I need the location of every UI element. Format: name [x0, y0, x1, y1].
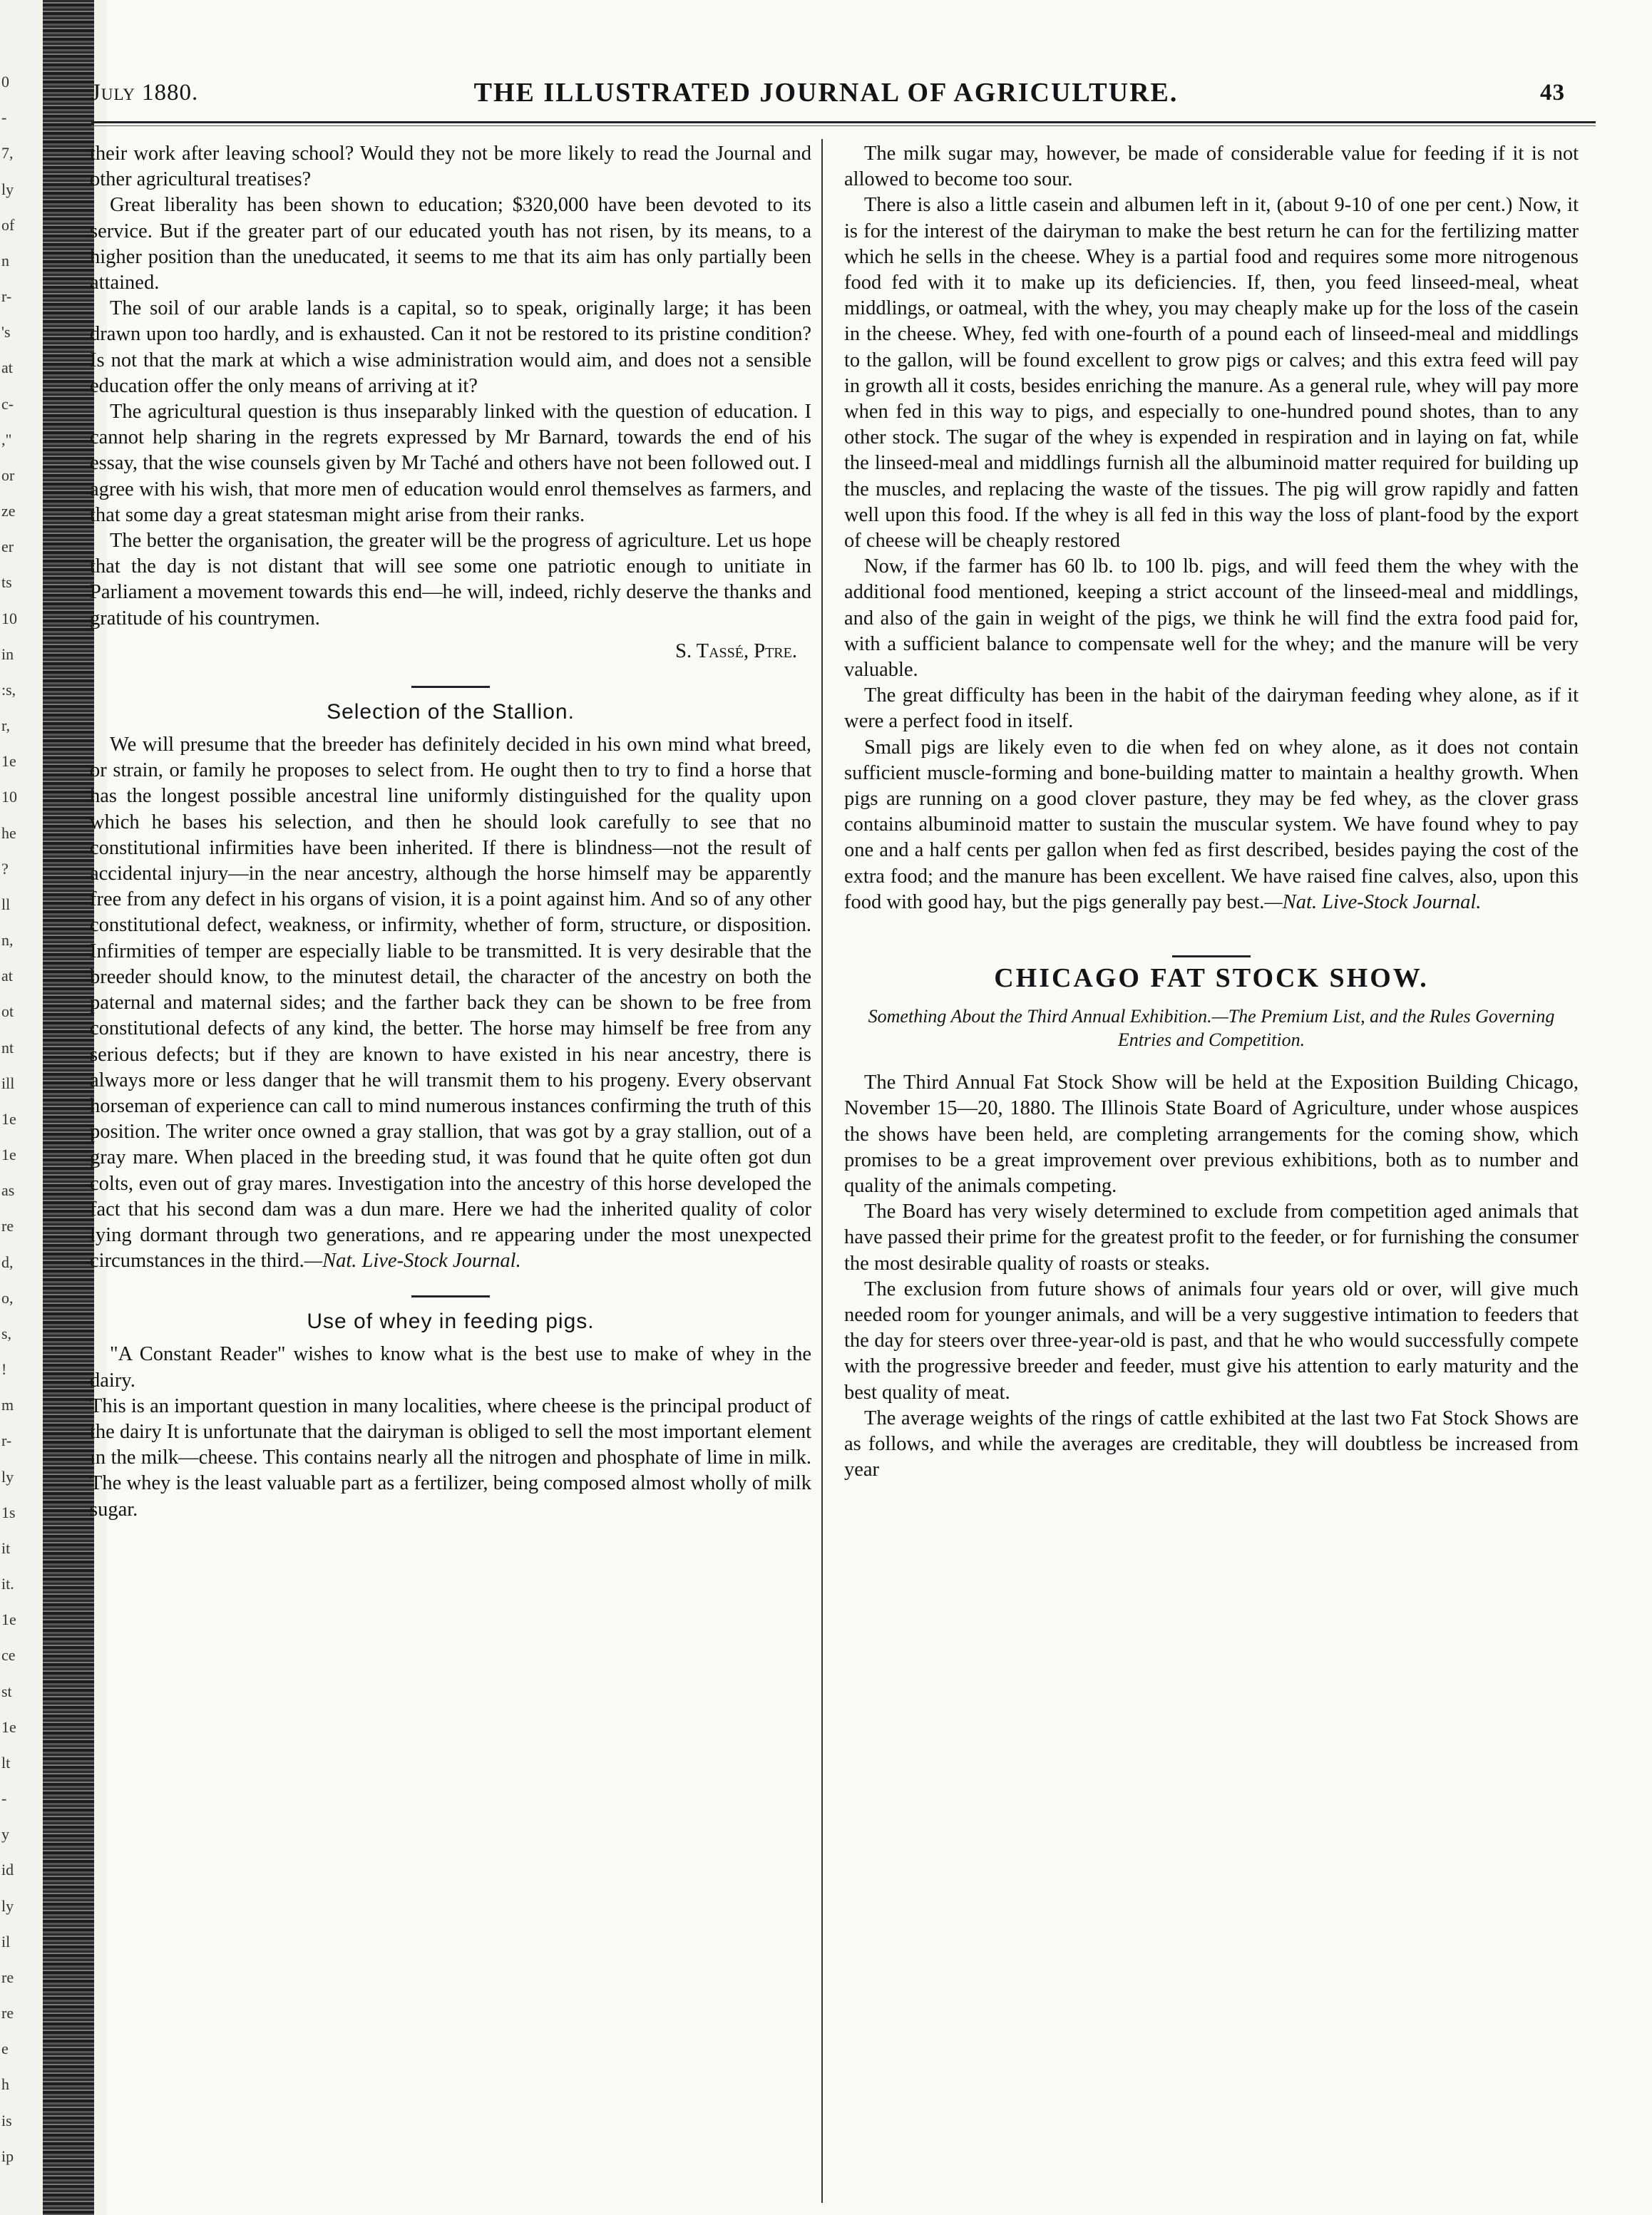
paragraph: their work after leaving school? Would they not be more likely to read the Journal and other agricultural treatises? [90, 143, 811, 191]
paragraph: The great difficulty has been in the habit of the dairyman feeding whey alone, as if it were a perfect food in itself. [844, 684, 1579, 733]
page-number: 43 [1540, 80, 1565, 106]
paragraph: The soil of our arable lands is a capital, so to speak, originally large; it has been drawn upon too hardly, and is exhausted. Can it not be restored to its pristine condition? Is not that the mark at which a wise administration would aim, and does not a sensible education offer the only means of arriving at it? [90, 297, 811, 397]
binding-fragment: d, [1, 1253, 14, 1271]
binding-fragment: h [1, 2075, 9, 2094]
binding-fragment: at [1, 967, 13, 985]
binding-fragment: ill [1, 1074, 15, 1092]
binding-fragment: of [1, 215, 15, 234]
binding-fragment: as [1, 1181, 15, 1200]
section-divider [1172, 955, 1251, 957]
binding-fragment: ot [1, 1002, 14, 1021]
binding-fragment: - [1, 1789, 7, 1808]
binding-fragment: n, [1, 931, 14, 950]
binding-fragment: r- [1, 287, 12, 306]
paragraph: There is also a little casein and albumen left in it, (about 9-10 of one per cent.) Now, it is for the interest of the dairyman to make the best return he can for the fertilizing matter which he sells in the cheese. Whey is a partial food and requires some more nitrogenous food fed with it to make up its deficiencies. If, then, you feed linseed-meal, wheat middlings, or oatmeal, with the whey, you may cheaply make up for the loss of the casein in the cheese. Whey, fed with one-fourth of a pound each of linseed-meal and middlings to the gallon, will be found excellent to grow pigs or calves; and this extra feed will pay in growth all it costs, besides enriching the manure. As a general rule, whey will pay more when fed in this way to pigs, and especially to one-hundred pound shotes, than to any other stock. The sugar of the whey is expended in respiration and in laying on fat, while the linseed-meal and middlings furnish all the albuminoid matter required for building up the muscles, and replacing the waste of the tissues. The pig will grow rapidly and fatten well upon this food. If the whey is all fed in this way the loss of plant-food by the export of cheese will be cheaply restored [844, 194, 1579, 553]
paragraph: The average weights of the rings of cattle exhibited at the last two Fat Stock Shows are as follows, and while the averages are creditable, they will doubtless be increased from year [844, 1407, 1579, 1481]
binding-fragment: ce [1, 1646, 16, 1665]
binding-fragment: 1e [1, 1109, 16, 1128]
source-citation: —Nat. Live-Stock Journal. [304, 1250, 521, 1273]
binding-fragment: m [1, 1396, 14, 1414]
section-title-chicago: CHICAGO FAT STOCK SHOW. [994, 963, 1429, 994]
binding-fragment: re [1, 2004, 14, 2023]
paragraph [90, 732, 811, 1274]
binding-fragment: id [1, 1861, 14, 1879]
binding-fragment: 1s [1, 1503, 16, 1521]
column-divider [821, 139, 823, 2203]
section-divider [411, 1295, 490, 1297]
binding-fragment: y [1, 1825, 9, 1844]
paragraph: Now, if the farmer has 60 lb. to 100 lb. pigs, and will feed them the whey with the additional food mentioned, keeping a strict account of the linseed-meal and middlings, and also of the gain in weight of the pigs, we think he will find the extra food paid for, with a sufficient balance to compensate well for the whey; and the manure will be very valuable. [844, 555, 1579, 682]
binding-fragment: :s, [1, 680, 16, 699]
binding-fragment: ze [1, 502, 16, 520]
paragraph: The milk sugar may, however, be made of considerable value for feeding if it is not allowed to become too sour. [844, 143, 1579, 191]
binding-fragment: ip [1, 2147, 14, 2165]
binding-fragment: in [1, 644, 14, 663]
paragraph: The better the organisation, the greater will be the progress of agriculture. Let us hope that the day is not distant that will see some one patriotic enough to unitiate in Parliament a movement towards this end—he will, indeed, richly deserve the thanks and gratitude of his countrymen. [90, 530, 811, 629]
whey-text: Small pigs are likely even to die when fed on whey alone, as it does not contain sufficient muscle-forming and bone-building matter to maintain a healthy growth. When pigs are running on a good clover pasture, they may be fed whey, as the clover grass contains albuminoid matter to sustain the muscular system. We have found whey to pay one and a half cents per gallon when fed as first described, besides paying the cost of the extra food; and the manure has been excellent. We have raised fine calves, also, upon this food with good hay, but the pigs generally pay best. [844, 736, 1579, 913]
paragraph: The agricultural question is thus inseparably linked with the question of education. I cannot help sharing in the regrets expressed by Mr Barnard, towards the end of his essay, that the wise counsels given by Mr Taché and others have not been followed out. I agree with his wish, that more men of education would enrol themselves as farmers, and that some day a great statesman might arise from their ranks. [90, 401, 811, 526]
binding-fragment: 10 [1, 788, 17, 806]
binding-fragment: lt [1, 1753, 11, 1772]
binding-fragment: ly [1, 1467, 14, 1486]
binding-fragment: c- [1, 394, 14, 413]
binding-fragment: re [1, 1217, 14, 1235]
section-title-whey: Use of whey in feeding pigs. [307, 1310, 595, 1334]
paragraph: "A Constant Reader" wishes to know what is the best use to make of whey in the dairy. [90, 1343, 811, 1392]
binding-fragment: n [1, 251, 9, 269]
binding-fragment: he [1, 823, 16, 842]
binding-fragment: il [1, 1932, 11, 1951]
paragraph: Great liberality has been shown to education; $320,000 have been devoted to its service. But if the greater part of our educated youth has not risen, by its means, to a higher position than the uneducated, it seems to me that its aim has only partially been attained. [90, 194, 811, 294]
source-citation: —Nat. Live-Stock Journal. [1264, 890, 1482, 913]
binding-fragment: 1e [1, 752, 16, 771]
section-divider [411, 686, 490, 688]
binding-fragment: 1e [1, 1146, 16, 1164]
binding-fragment: ly [1, 180, 14, 198]
right-column [844, 141, 1579, 2201]
paragraph [844, 735, 1579, 915]
binding-fragment: ly [1, 1896, 14, 1915]
binding-fragment: ll [1, 895, 11, 913]
binding-fragment: re [1, 1968, 14, 1986]
header-rule [91, 121, 1596, 123]
binding-fragment: o, [1, 1288, 14, 1307]
binding-fragment: er [1, 538, 14, 556]
binding-fragment: ! [1, 1360, 7, 1379]
binding-fragment: e [1, 2040, 9, 2058]
header-title: THE ILLUSTRATED JOURNAL OF AGRICULTURE. [473, 78, 1179, 108]
section-title-stallion: Selection of the Stallion. [327, 700, 575, 724]
left-column [90, 141, 811, 2201]
signature: S. Tassé, Ptre. [675, 639, 797, 662]
header-rule-thin [91, 125, 1596, 126]
binding-fragment: ? [1, 859, 9, 878]
binding-fragment: at [1, 359, 13, 377]
binding-fragment: it. [1, 1575, 14, 1593]
section-subtitle: Something About the Third Annual Exhibition.—The Premium List, and the Rules Governing Entries and Competition. [868, 1006, 1555, 1051]
binding-fragment: 's [1, 323, 11, 341]
binding-fragment: 0 [1, 73, 9, 91]
binding-fragment: st [1, 1682, 12, 1700]
paragraph: The Third Annual Fat Stock Show will be held at the Exposition Building Chicago, November 15—20, 1880. The Illinois State Board of Agriculture, under whose auspices the shows have been held, are completing arrangements for the coming show, which promises to be a great improvement over previous exhibitions, both as to number and quality of the animals competing. [844, 1071, 1579, 1197]
binding-fragment: r- [1, 1432, 12, 1450]
binding-fragment: is [1, 2111, 12, 2129]
binding-fragment: 1e [1, 1610, 16, 1629]
binding-fragment: - [1, 108, 7, 127]
paragraph: The Board has very wisely determined to exclude from competition aged animals that have passed their prime for the greatest profit to the feeder, or for furnishing the consumer the most desirable quality of roasts or steaks. [844, 1201, 1579, 1275]
binding-fragment: ," [1, 430, 12, 448]
binding-fragment: it [1, 1538, 11, 1557]
binding-fragment: or [1, 466, 15, 484]
header-date: July 1880. [91, 80, 199, 106]
binding-fragment: 1e [1, 1717, 16, 1736]
paragraph: The exclusion from future shows of animals four years old or over, will give much needed room for younger animals, and will be a very suggestive intimation to feeders that the day for steers over three-year-old is past, and that he who would successfully compete with the progressive breeder and feeder, must give his attention to early maturity and the best quality of meat. [844, 1278, 1579, 1404]
binding-fragment: 7, [1, 144, 14, 163]
binding-fragment: r, [1, 716, 10, 735]
paragraph: This is an important question in many localities, where cheese is the principal product of the dairy It is unfortunate that the dairyman is obliged to sell the most important element in the milk—cheese. This contains nearly all the nitrogen and phosphate of lime in milk. The whey is the least valuable part as a fertilizer, being composed almost wholly of milk sugar. [90, 1394, 811, 1521]
binding-fragment: nt [1, 1038, 14, 1057]
binding-fragment: 10 [1, 609, 17, 627]
binding-fragment: ts [1, 573, 12, 592]
stallion-text: We will presume that the breeder has definitely decided in his own mind what breed, or strain, or family he proposes to select from. He ought then to try to find a horse that has the longest possible ancestral line uniformly distinguished for the quality upon which he bases his selection, and then he should look carefully to see that no constitutional infirmities have been inherited. If there is blindness—not the result of accidental injury—in the near ancestry, although the horse himself may be apparently free from any defect in his organs of vision, it is a point against him. And so of any other constitutional defect, weakness, or infirmity, whether of form, structure, or disposition. Infirmities of temper are especially liable to be transmitted. It is very desirable that the breeder should know, to the minutest detail, the character of the ancestry on both the paternal and maternal sides; and the farther back they can be shown to be free from constitutional defects of any kind, the better. The horse may himself be free from any serious defects; but if they are known to have existed in his near ancestry, there is always more or less danger that he will transmit them to his progeny. Every observant horseman of experience can call to mind numerous instances confirming the truth of this position. The writer once owned a gray stallion, that was got by a gray stallion, out of a gray mare. When placed in the breeding stud, it was found that he quite often got dun colts, even out of gray mares. Investigation into the ancestry of this horse developed the fact that his second dam was a dun mare. Here we had the inherited quality of color lying dormant through two generations, and re appearing under the most unexpected circumstances in the third. [90, 734, 811, 1273]
binding-fragment: s, [1, 1324, 12, 1342]
